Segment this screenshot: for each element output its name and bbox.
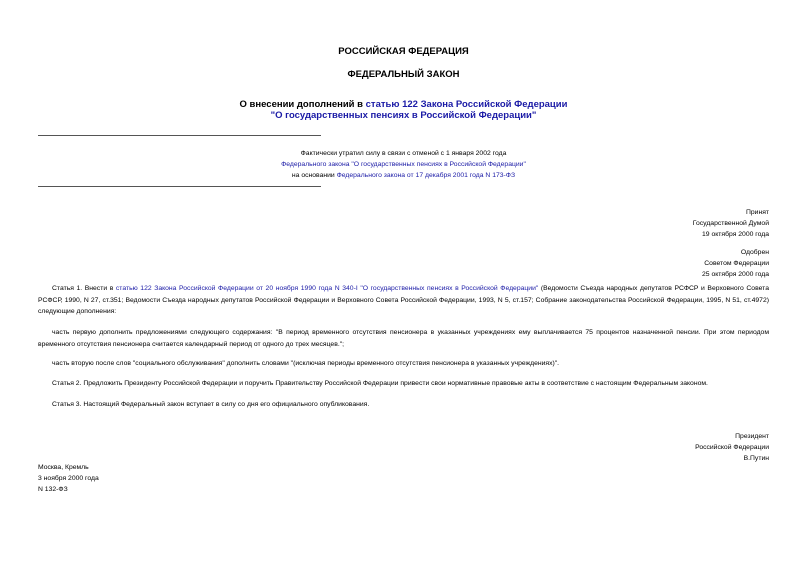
approved-date: 25 октября 2000 года [702, 271, 769, 278]
signature-block [695, 431, 769, 464]
article-1-link[interactable]: статью 122 Закона Российской Федерации от 20 ноября 1990 года N 340-I "О государственных пенсиях в Российской Федерации" [115, 285, 539, 292]
approved-body: Советом Федерации [704, 260, 769, 267]
adopted-block [693, 207, 769, 240]
divider-top [38, 135, 321, 136]
article-1 [38, 283, 769, 318]
status-notice [0, 148, 807, 181]
notice-line1: Фактически утратил силу в связи с отменой с 1 января 2002 года [300, 150, 507, 157]
article-2: Статья 2. Предложить Президенту Российской Федерации и поручить Правительству Российской Федерации привести свои нормативные правовые акты в соответствие с настоящим Федеральным законом. [52, 380, 708, 387]
divider-bottom [38, 186, 321, 187]
article-1-part2: часть вторую после слов "социального обслуживания" дополнить словами "(исключая периоды временного отсутствия пенсионера в указанных учреждениях)". [52, 360, 560, 367]
notice-link-repeal[interactable]: Федерального закона от 17 декабря 2001 года N 173-ФЗ [336, 172, 516, 179]
law-number: N 132-ФЗ [38, 486, 68, 493]
approved-label: Одобрен [740, 249, 769, 256]
signature-title: Президент [735, 433, 769, 440]
adopted-body: Государственной Думой [692, 220, 769, 227]
law-type-heading: ФЕДЕРАЛЬНЫЙ ЗАКОН [347, 69, 460, 80]
article-1-prefix: Статья 1. Внести в [52, 285, 116, 292]
title-prefix: О внесении дополнений в [239, 99, 366, 110]
article-1-part1: часть первую дополнить предложениями следующего содержания: "В период временного отсутствия пенсионера в указанных учреждениях ему выплачивается 75 процентов назначенной пенсии. При этом периодом временного отсутствия пенсионера считается календарный период от одного до трех месяцев."; [38, 329, 769, 348]
document-title-line1 [0, 99, 807, 110]
title-link-article[interactable]: статью 122 Закона Российской Федерации [365, 99, 568, 110]
signature-name: В.Путин [743, 455, 769, 462]
federation-heading: РОССИЙСКАЯ ФЕДЕРАЦИЯ [338, 46, 469, 57]
place-date-block [38, 462, 99, 495]
article-3: Статья 3. Настоящий Федеральный закон вступает в силу со дня его официального опубликования. [52, 401, 370, 408]
article-1-text: (Ведомости Съезда народных депутатов РСФСР и Верховного Совета РСФСР, 1990, N 27, ст.351; Ведомости Съезда народных депутатов Российской Федерации и Верховного Совета Российской Федерации, 1993, N 5, ст.157; Собрание законодательства Российской Федерации, 1995, N 51, ст.4972) следующие дополнения: [38, 285, 769, 315]
notice-link-law[interactable]: Федерального закона "О государственных пенсиях в Российской Федерации" [281, 161, 526, 168]
title-link-law[interactable]: "О государственных пенсиях в Российской Федерации" [270, 110, 537, 121]
signature-country: Российской Федерации [695, 444, 769, 451]
document-title-line2 [0, 110, 807, 121]
notice-line3 [0, 170, 807, 181]
notice-line3-prefix: на основании [291, 172, 337, 179]
adopted-label: Принят [745, 209, 769, 216]
approved-block [702, 247, 769, 280]
place-date: 3 ноября 2000 года [38, 475, 99, 482]
adopted-date: 19 октября 2000 года [702, 231, 769, 238]
place-city: Москва, Кремль [38, 464, 89, 471]
